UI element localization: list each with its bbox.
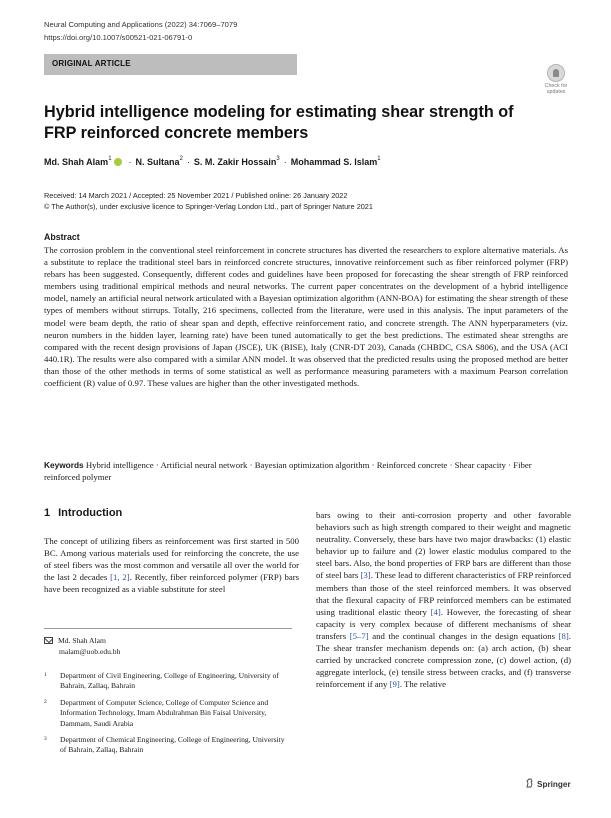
- affiliation-number: 2: [44, 699, 47, 705]
- section-number: 1: [44, 507, 51, 519]
- keywords-text: Hybrid intelligence · Artificial neural network · Bayesian optimization algorithm · Reinforced concrete · Shear capacity · Fiber reinforced polymer: [44, 460, 532, 483]
- body-text: . The relative: [399, 679, 447, 690]
- citation-link[interactable]: [4]: [430, 606, 441, 617]
- correspondence-block: [44, 636, 120, 657]
- body-text: . However, the forecasting of shear capacity is very complex because of different mechanisms of shear transfers: [316, 606, 571, 641]
- envelope-icon: [44, 637, 53, 644]
- author-affil-mark: 2: [179, 156, 183, 162]
- citation-link[interactable]: [5–7]: [349, 630, 369, 641]
- citation-link[interactable]: [9]: [389, 679, 400, 690]
- corresponding-author-name: Md. Shah Alam: [58, 636, 106, 645]
- check-updates-line1: Check for: [544, 83, 568, 89]
- intro-left-column: [44, 535, 299, 595]
- section-title: Introduction: [58, 507, 123, 519]
- publication-dates: Received: 14 March 2021 / Accepted: 25 November 2021 / Published online: 26 January 2022: [44, 191, 348, 200]
- affiliation-text: Department of Computer Science, College of Computer Science and Information Technology, Imam Abdulrahman Bin Faisal University, Dammam, Saudi Arabia: [60, 698, 269, 728]
- author-name[interactable]: Md. Shah Alam: [44, 157, 109, 167]
- publisher-logo: [526, 777, 571, 789]
- author-separator: ·: [283, 157, 287, 167]
- body-text: and the continual changes in the design equations: [368, 630, 559, 641]
- abstract-heading: Abstract: [44, 232, 80, 242]
- keywords-heading: Keywords: [44, 460, 84, 470]
- author-name[interactable]: S. M. Zakir Hossain: [193, 157, 277, 167]
- body-text: . The shear transfer mechanism depends on: (a) arch action, (b) shear carried by uncracked concrete compression zone, (c) dowel action, (d) aggregate interlock, (e) tensile stress between cracks, and (f) transverse reinforcement if any: [316, 630, 571, 690]
- author-separator: ·: [128, 157, 132, 167]
- affiliation-text: Department of Chemical Engineering, College of Engineering, University of Bahrain, Zallaq, Bahrain: [60, 735, 285, 755]
- citation-link[interactable]: [8]: [558, 630, 569, 641]
- body-text: The concept of utilizing fibers as reinforcement was first started in 500 BC. Among various materials used for reinforcing the concrete, the use of steel fibers was the most common and versatile all over the world for the last 2 decades: [44, 536, 299, 583]
- author-separator: ·: [186, 157, 190, 167]
- affiliation: [44, 671, 288, 692]
- section-heading-introduction: [44, 507, 122, 519]
- body-text: . Recently, fiber reinforced polymer (FRP) bars have been recognized as a viable substitute for steel: [44, 572, 300, 595]
- author-list: [44, 157, 381, 167]
- citation-link[interactable]: [1, 2]: [110, 572, 130, 583]
- paper-title: Hybrid intelligence modeling for estimating shear strength of FRP reinforced concrete members: [44, 103, 514, 142]
- intro-right-column: [316, 509, 571, 690]
- affiliation-number: 1: [44, 672, 47, 678]
- publisher-name: Springer: [537, 780, 571, 789]
- article-type-label: ORIGINAL ARTICLE: [52, 59, 131, 68]
- author-affil-mark: 1: [108, 156, 112, 162]
- body-text: bars owing to their anti-corrosion property and other favorable behaviors such as high strength compared to their weight and magnetic neutrality. Conversely, these bars have two major drawbacks: (1) elastic behavior up to failure and (2) lower elastic modulus compared to the steel bars. Also, the bond properties of FRP bars are different than those of steel bars: [316, 510, 571, 581]
- springer-horse-icon: [526, 778, 534, 788]
- article-type-banner: [44, 54, 297, 75]
- copyright-notice: © The Author(s), under exclusive licence to Springer-Verlag London Ltd., part of Springer Nature 2021: [44, 202, 373, 211]
- keywords-block: [44, 459, 568, 483]
- corresponding-email[interactable]: malam@uob.edu.bh: [59, 646, 121, 656]
- author-name[interactable]: Mohammad S. Islam: [290, 157, 378, 167]
- body-text: . These lead to different characteristics of FRP reinforced members than those of the steel reinforced members. It was observed that the flexural capacity of FRP reinforced members can be estimated using traditional elastic theory: [316, 570, 571, 617]
- author-name[interactable]: N. Sultana: [135, 157, 180, 167]
- journal-citation: Neural Computing and Applications (2022) 34:7069–7079: [44, 20, 238, 29]
- check-for-updates-button[interactable]: [540, 64, 572, 94]
- orcid-icon[interactable]: [114, 158, 122, 166]
- author-affil-mark: 1: [377, 156, 381, 162]
- abstract-text: The corrosion problem in the conventional steel reinforcement in concrete structures has diverted the researchers to explore alternative materials. As a substitute to replace the traditional steel bars in reinforced concrete structures, innovative reinforcement such as fiber reinforced polymer (FRP) rebars has been suggested. Consequently, different codes and guidelines have been proposed for forecasting the shear strength of FRP reinforced members using traditional empirical methods and neural networks. The current paper concentrates on the development of a hybrid intelligence model, namely an artificial neural network articulated with a Bayesian optimization algorithm (ANN-BOA) for estimating the shear strength of these types of members without stirrups. Totally, 216 specimens, collected from the literature, were used in this analysis. The input parameters of the model were beam depth, the ratio of shear span and depth, effective reinforcement ratio, and concrete strength. The ANN hyperparameters (viz. neuron numbers in the hidden layer, learning rate) have been tuned automatically to get the best predictions. The estimated shear strengths are compared with the recent design provisions of Japan (JSCE), UK (BISE), Italy (CNR-DT 203), Canada (CHBDC, CSA S806), and the USA (ACI 440.1R). The results were also compared with a similar ANN model. It was observed that the predicted results using the proposed method are better than those of the other methods in terms of some statistical as well as performance measuring parameters with a maximum Pearson correlation coefficient (R) value of 0.97. These values are higher than the other investigated methods.: [44, 245, 568, 389]
- check-updates-line2: updates: [546, 89, 566, 95]
- check-updates-icon: [547, 64, 565, 82]
- affiliation: [44, 735, 288, 756]
- citation-link[interactable]: [3]: [360, 570, 371, 581]
- footnote-divider: [44, 628, 292, 629]
- affiliation: [44, 698, 288, 729]
- affiliation-number: 3: [44, 736, 47, 742]
- doi-link[interactable]: https://doi.org/10.1007/s00521-021-06791-0: [44, 33, 193, 42]
- author-affil-mark: 3: [276, 156, 280, 162]
- affiliation-text: Department of Civil Engineering, College of Engineering, University of Bahrain, Zallaq, Bahrain: [60, 671, 279, 691]
